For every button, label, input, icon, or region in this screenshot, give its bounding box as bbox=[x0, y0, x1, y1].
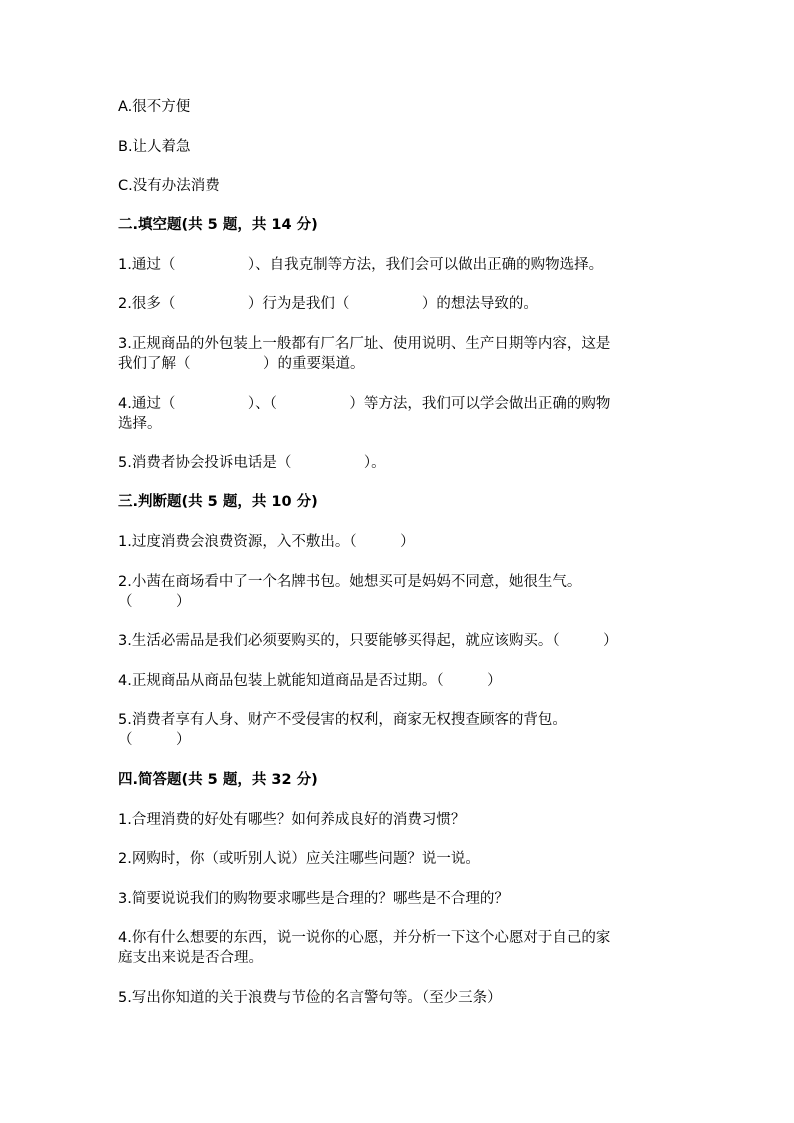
true-false-question-4: 4.正规商品从商品包装上就能知道商品是否过期。（ ） bbox=[118, 673, 502, 689]
option-a: A.很不方便 bbox=[118, 99, 191, 115]
section-heading-true-false: 三.判断题(共 5 题，共 10 分) bbox=[118, 494, 318, 510]
short-answer-question-4-line-1: 4.你有什么想要的东西，说一说你的心愿，并分析一下这个心愿对于自己的家 bbox=[118, 930, 611, 946]
true-false-question-2-line-1: 2.小茜在商场看中了一个名牌书包。她想买可是妈妈不同意，她很生气。 bbox=[118, 574, 582, 590]
section-heading-short-answer: 四.简答题(共 5 题，共 32 分) bbox=[118, 772, 318, 788]
true-false-question-3: 3.生活必需品是我们必须要购买的，只要能够买得起，就应该购买。（ ） bbox=[118, 633, 618, 649]
option-c: C.没有办法消费 bbox=[118, 178, 220, 194]
fill-blank-question-3-line-1: 3.正规商品的外包装上一般都有厂名厂址、使用说明、生产日期等内容，这是 bbox=[118, 336, 611, 352]
fill-blank-question-1: 1.通过（ ）、自我克制等方法，我们会可以做出正确的购物选择。 bbox=[118, 257, 604, 273]
section-heading-fill-blank: 二.填空题(共 5 题，共 14 分) bbox=[118, 217, 318, 233]
short-answer-question-4-line-2: 庭支出来说是否合理。 bbox=[118, 950, 263, 966]
fill-blank-question-3-line-2: 我们了解（ ）的重要渠道。 bbox=[118, 356, 365, 372]
fill-blank-question-2: 2.很多（ ）行为是我们（ ）的想法导致的。 bbox=[118, 296, 538, 312]
true-false-question-5-line-1: 5.消费者享有人身、财产不受侵害的权利，商家无权搜查顾客的背包。 bbox=[118, 712, 567, 728]
option-b: B.让人着急 bbox=[118, 139, 191, 155]
fill-blank-question-4-line-1: 4.通过（ ）、（ ）等方法，我们可以学会做出正确的购物 bbox=[118, 396, 611, 412]
short-answer-question-2: 2.网购时，你（或听别人说）应关注哪些问题？说一说。 bbox=[118, 851, 480, 867]
fill-blank-question-5: 5.消费者协会投诉电话是（ ）。 bbox=[118, 455, 386, 471]
true-false-question-5-line-2: （ ） bbox=[118, 732, 191, 748]
true-false-question-2-line-2: （ ） bbox=[118, 594, 191, 610]
short-answer-question-5: 5.写出你知道的关于浪费与节俭的名言警句等。（至少三条） bbox=[118, 990, 502, 1006]
fill-blank-question-4-line-2: 选择。 bbox=[118, 416, 162, 432]
short-answer-question-1: 1.合理消费的好处有哪些？如何养成良好的消费习惯？ bbox=[118, 812, 466, 828]
true-false-question-1: 1.过度消费会浪费资源，入不敷出。（ ） bbox=[118, 534, 415, 550]
short-answer-question-3: 3.简要说说我们的购物要求哪些是合理的？哪些是不合理的？ bbox=[118, 891, 509, 907]
